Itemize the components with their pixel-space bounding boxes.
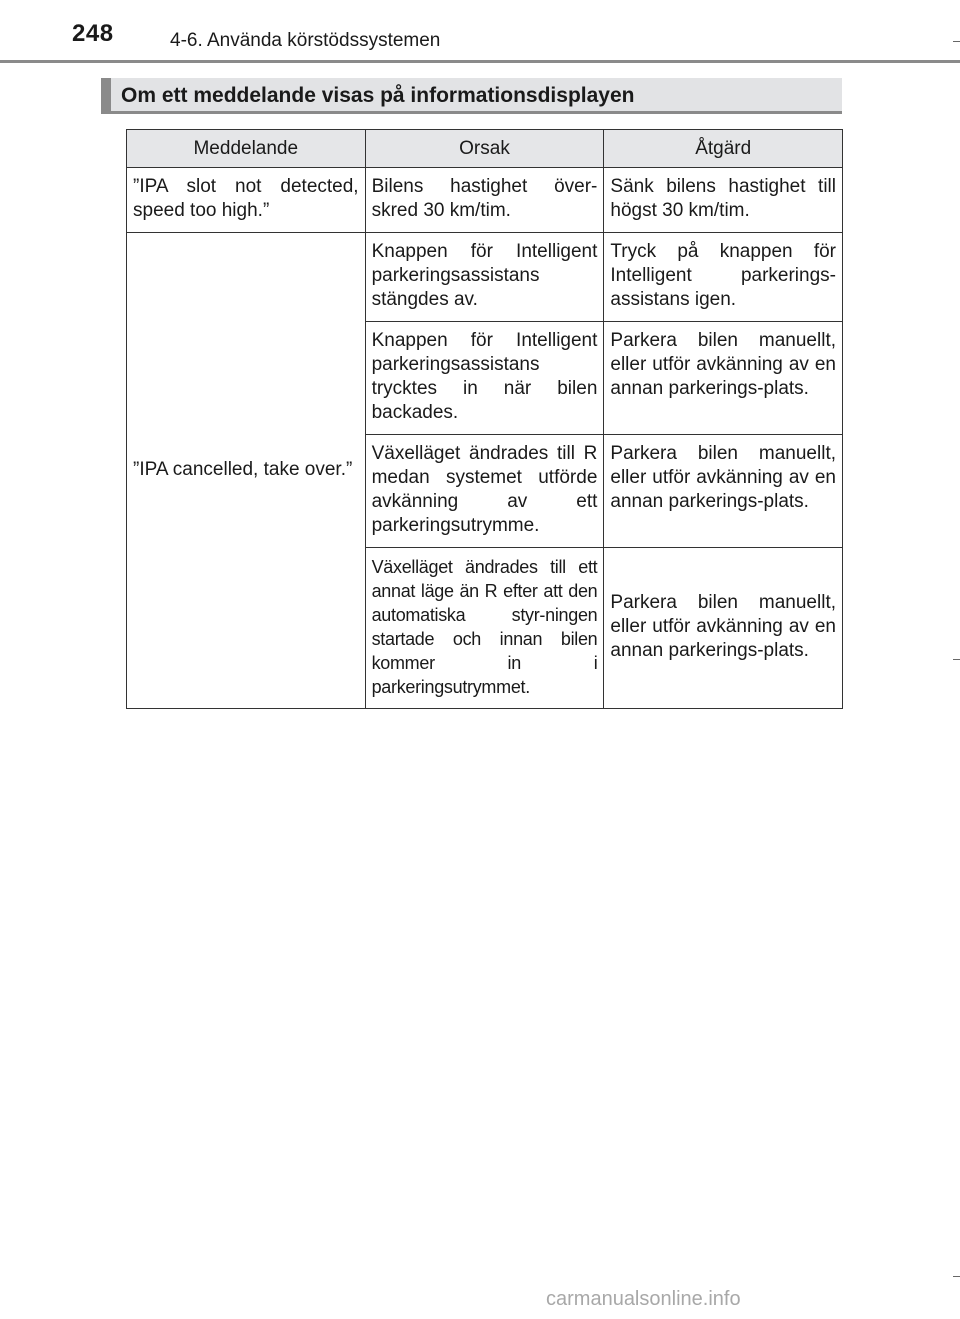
action-cell: Parkera bilen manuellt, eller utför avkänning av en annan parkerings-plats.	[604, 435, 843, 548]
table-header-row	[127, 130, 843, 168]
section-heading-accent	[101, 78, 111, 111]
action-cell: Tryck på knappen för Intelligent parkerings-assistans igen.	[604, 233, 843, 322]
cause-cell: Växelläget ändrades till ett annat läge än R efter att den automatiska styr-ningen startade och innan bilen kommer in i parkeringsutrymmet.	[365, 548, 604, 709]
column-header-action: Åtgärd	[604, 130, 843, 168]
cause-cell: Bilens hastighet över-skred 30 km/tim.	[365, 168, 604, 233]
action-cell: Sänk bilens hastighet till högst 30 km/tim.	[604, 168, 843, 233]
section-heading	[101, 78, 842, 114]
section-heading-text: Om ett meddelande visas på informationsdisplayen	[121, 84, 635, 107]
cause-cell: Knappen för Intelligent parkeringsassistans stängdes av.	[365, 233, 604, 322]
action-cell: Parkera bilen manuellt, eller utför avkänning av en annan parkerings-plats.	[604, 322, 843, 435]
table-row	[127, 233, 843, 322]
message-table	[126, 129, 843, 709]
watermark: carmanualsonline.info	[546, 1288, 741, 1310]
chapter-title: 4-6. Använda körstödssystemen	[170, 30, 441, 51]
header-divider	[0, 60, 960, 63]
table-row	[127, 168, 843, 233]
message-cell: ”IPA slot not detected, speed too high.”	[127, 168, 366, 233]
column-header-cause: Orsak	[365, 130, 604, 168]
cause-cell: Växelläget ändrades till R medan systemet utförde avkänning av ett parkeringsutrymme.	[365, 435, 604, 548]
action-cell: Parkera bilen manuellt, eller utför avkänning av en annan parkerings-plats.	[604, 548, 843, 709]
message-cell: ”IPA cancelled, take over.”	[127, 233, 366, 709]
crop-mark	[953, 41, 960, 42]
crop-mark	[953, 659, 960, 660]
column-header-message: Meddelande	[127, 130, 366, 168]
crop-mark	[953, 1276, 960, 1277]
cause-cell: Knappen för Intelligent parkeringsassistans trycktes in när bilen backades.	[365, 322, 604, 435]
page-number: 248	[72, 20, 114, 47]
